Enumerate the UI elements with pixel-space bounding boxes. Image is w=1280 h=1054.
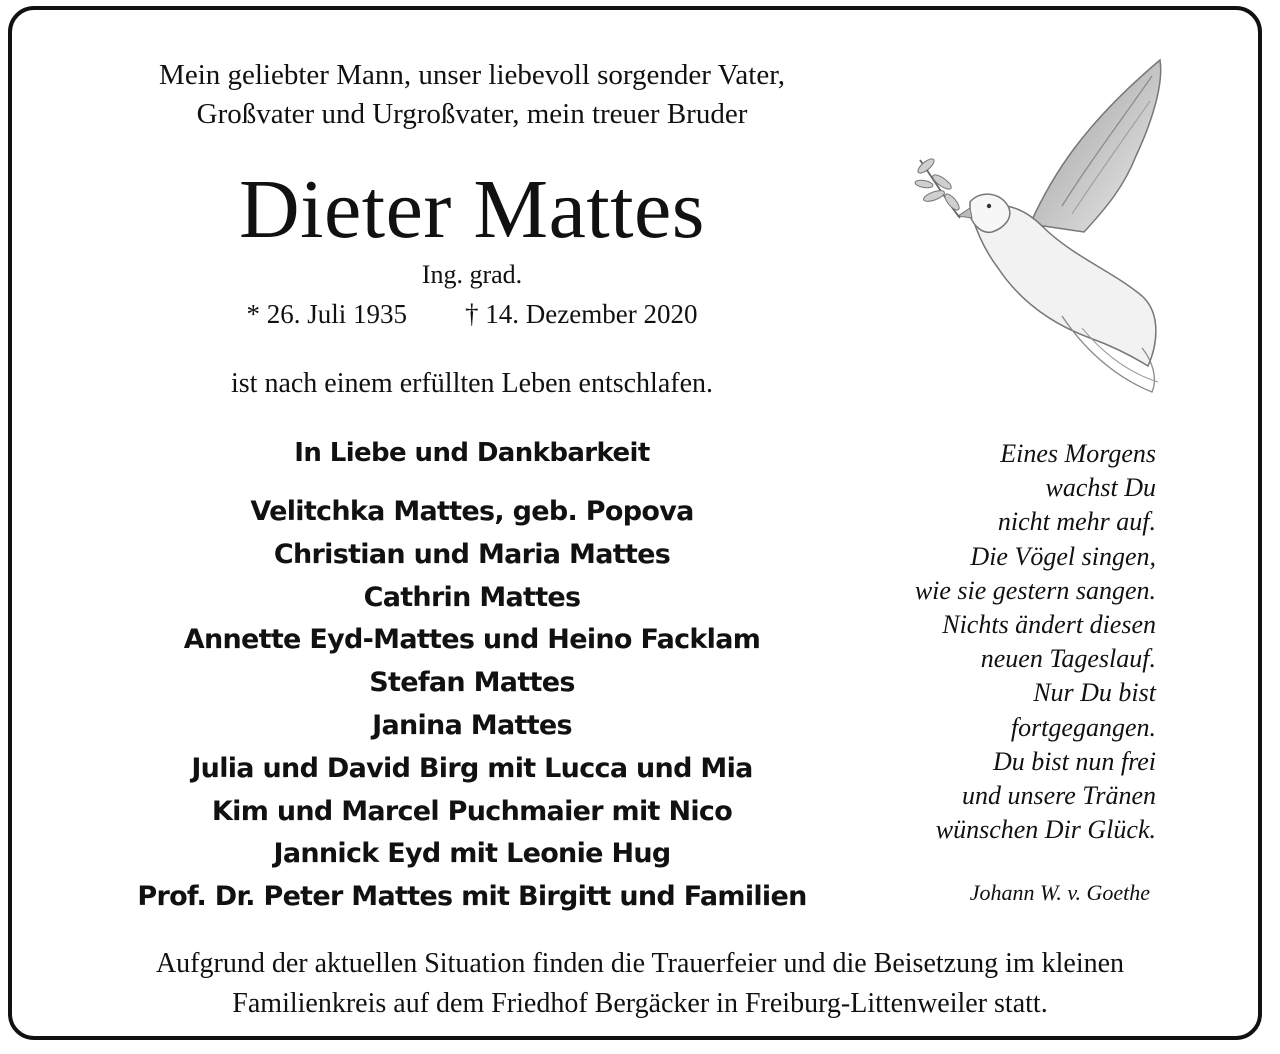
funeral-notice xyxy=(60,944,1220,1024)
life-dates xyxy=(100,295,844,333)
intro-line: Mein geliebter Mann, unser liebevoll sorgender Vater, xyxy=(159,59,785,91)
poem-line: fortgegangen. xyxy=(1010,712,1156,742)
signer: Prof. Dr. Peter Mattes mit Birgitt und Familien xyxy=(137,881,807,913)
signer: Cathrin Mattes xyxy=(363,581,581,613)
signer: Janina Mattes xyxy=(372,709,572,741)
academic-title: Ing. grad. xyxy=(421,260,523,289)
signer: Christian und Maria Mattes xyxy=(273,538,671,570)
signer: Julia und David Birg mit Lucca und Mia xyxy=(191,752,753,784)
signer: Jannick Eyd mit Leonie Hug xyxy=(273,838,671,870)
signers-list xyxy=(100,491,844,919)
signer: Annette Eyd-Mattes und Heino Facklam xyxy=(183,624,761,656)
poem-line: Eines Morgens xyxy=(1000,439,1156,468)
signer: Kim und Marcel Puchmaier mit Nico xyxy=(211,795,733,827)
signers-heading: In Liebe und Dankbarkeit xyxy=(294,438,650,468)
poem-line: nicht mehr auf. xyxy=(997,507,1156,537)
funeral-notice-line: Aufgrund der aktuellen Situation finden die Trauerfeier und die Beisetzung im kleinen xyxy=(155,948,1125,979)
poem-line: Nichts ändert diesen xyxy=(942,610,1156,640)
poem-line: und unsere Tränen xyxy=(961,781,1156,811)
funeral-notice-line: Familienkreis auf dem Friedhof Bergäcker in Freiburg-Littenweiler statt. xyxy=(232,988,1048,1019)
poem-line: wie sie gestern sangen. xyxy=(914,575,1156,605)
birth-date: * 26. Juli 1935 xyxy=(246,299,408,329)
dove-with-olive-branch-icon xyxy=(912,56,1182,396)
signer: Stefan Mattes xyxy=(369,667,575,699)
poem xyxy=(816,437,1156,847)
signer: Velitchka Mattes, geb. Popova xyxy=(250,496,694,527)
poem-line: Nur Du bist xyxy=(1033,678,1156,708)
death-notice-sentence: ist nach einem erfüllten Leben entschlafen. xyxy=(230,368,713,399)
poem-line: Die Vögel singen, xyxy=(970,541,1156,571)
poem-author: Johann W. v. Goethe xyxy=(969,880,1150,905)
death-date: † 14. Dezember 2020 xyxy=(465,299,698,329)
deceased-name: Dieter Mattes xyxy=(239,163,705,256)
intro-text xyxy=(100,56,844,134)
poem-line: Du bist nun frei xyxy=(993,746,1156,776)
poem-line: neuen Tageslauf. xyxy=(980,644,1156,674)
poem-line: wünschen Dir Glück. xyxy=(935,815,1156,845)
intro-line: Großvater und Urgroßvater, mein treuer Bruder xyxy=(196,98,748,130)
poem-line: wachst Du xyxy=(1045,473,1156,503)
